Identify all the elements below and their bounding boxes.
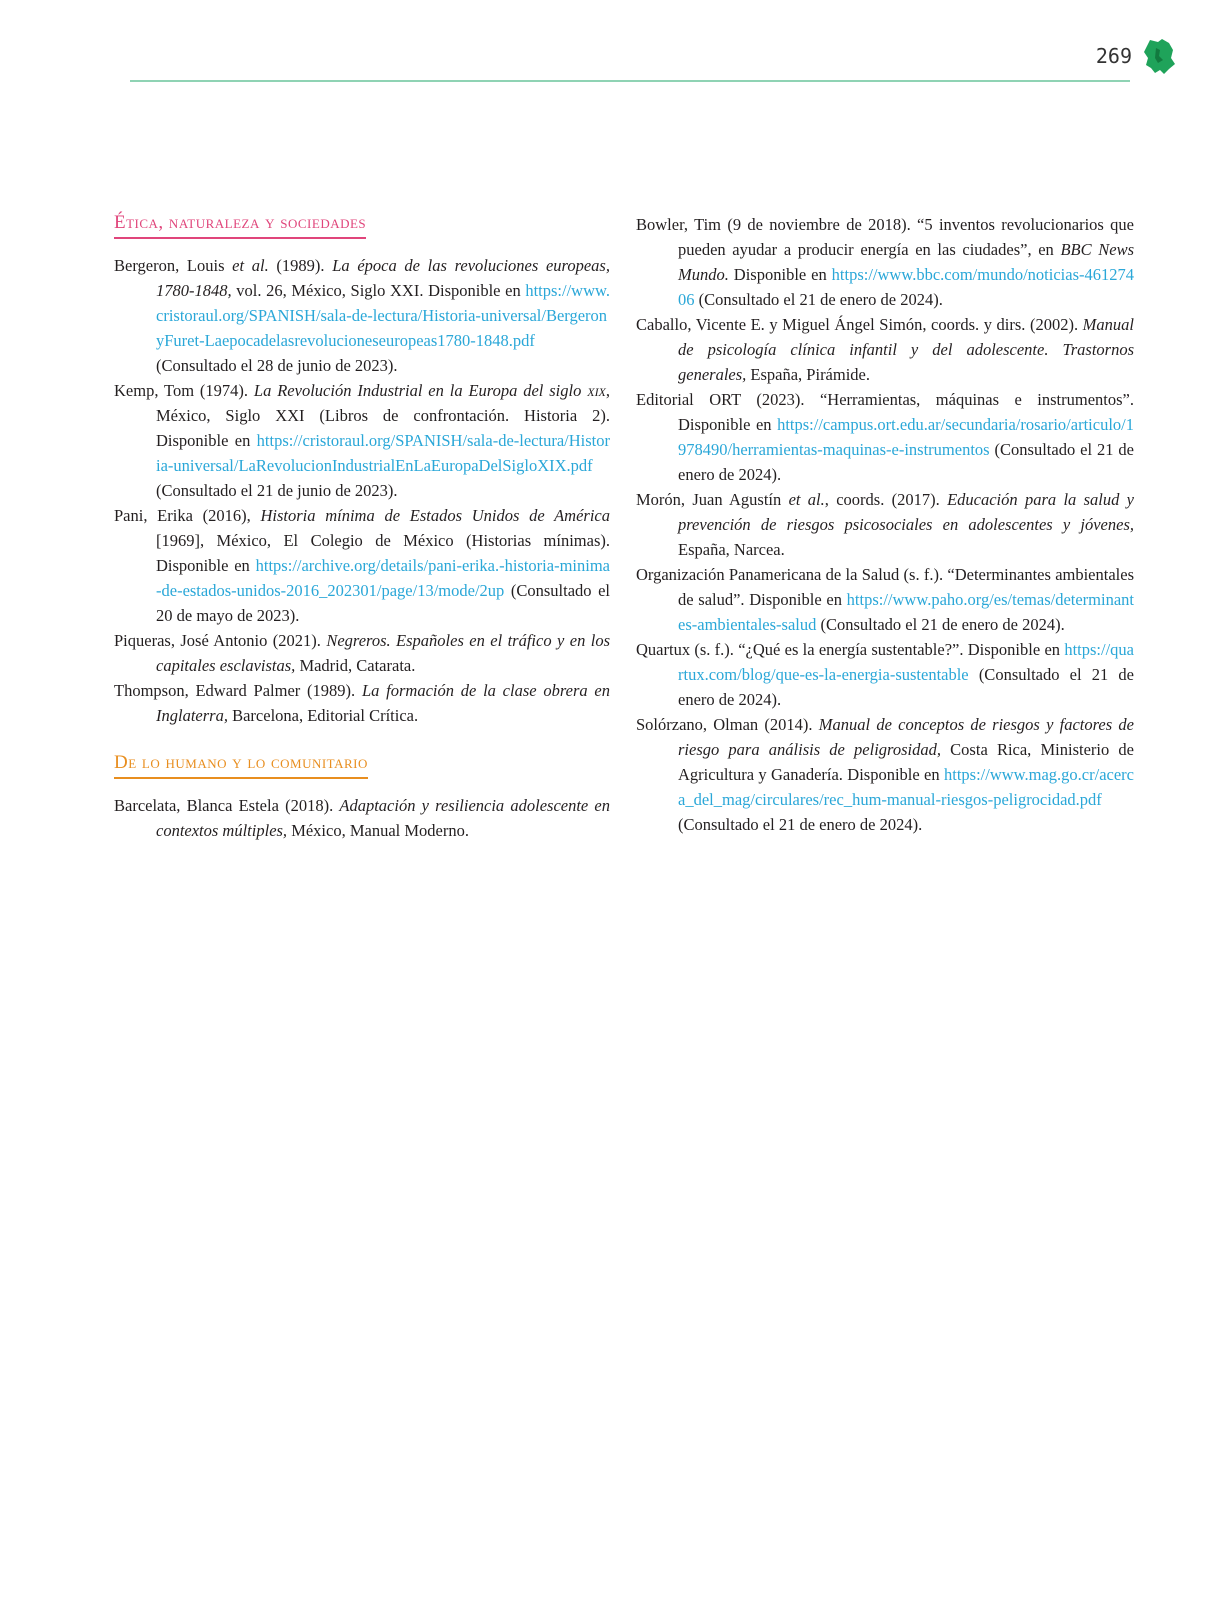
reference-link[interactable]: https://www.mag.go.cr/acerca_del_mag/circulares/rec_hum-manual-riesgos-peligrocidad.pdf — [678, 765, 1134, 809]
reference-link[interactable]: https://quartux.com/blog/que-es-la-energia-sustentable — [678, 640, 1134, 684]
header-rule — [130, 80, 1130, 82]
reference-link[interactable]: https://cristoraul.org/SPANISH/sala-de-lectura/Historia-universal/LaRevolucionIndustrialEnLaEuropaDelSigloXIX.pdf — [156, 431, 610, 475]
reference-entry: Quartux (s. f.). “¿Qué es la energía sustentable?”. Disponible en https://quartux.com/blog/que-es-la-energia-sustentable (Consultado el 21 de enero de 2024). — [636, 640, 1134, 709]
map-logo-icon — [1142, 38, 1176, 76]
reference-entry: Piqueras, José Antonio (2021). Negreros. Españoles en el tráfico y en los capitales esclavistas, Madrid, Catarata. — [114, 631, 610, 675]
reference-entry: Morón, Juan Agustín et al., coords. (2017). Educación para la salud y prevención de riesgos psicosociales en adolescentes y jóvenes, España, Narcea. — [636, 490, 1134, 559]
reference-entry: Organización Panamericana de la Salud (s. f.). “Determinantes ambientales de salud”. Disponible en https://www.paho.org/es/temas/determinantes-ambientales-salud (Consultado el 21 de enero de 2024). — [636, 565, 1134, 634]
reference-link[interactable]: https://www.paho.org/es/temas/determinantes-ambientales-salud — [678, 590, 1134, 634]
reference-entry: Kemp, Tom (1974). La Revolución Industrial en la Europa del siglo xix, México, Siglo XXI (Libros de confrontación. Historia 2). Disponible en https://cristoraul.org/SPANISH/sala-de-lectura/Historia-universal/LaRevolucionIndustrialEnLaEuropaDelSigloXIX.pdf (Consultado el 21 de junio de 2023). — [114, 381, 611, 500]
reference-entry: Solórzano, Olman (2014). Manual de conceptos de riesgos y factores de riesgo para análisis de peligrosidad, Costa Rica, Ministerio de Agricultura y Ganadería. Disponible en https://www.mag.go.cr/acerca_del_mag/circulares/rec_hum-manual-riesgos-peligrocidad.pdf (Consultado el 21 de enero de 2024). — [636, 715, 1134, 834]
section-title-humano: De lo humano y lo comunitario — [114, 752, 368, 779]
reference-entry: Thompson, Edward Palmer (1989). La formación de la clase obrera en Inglaterra, Barcelona, Editorial Crítica. — [114, 681, 610, 725]
reference-entry: Pani, Erika (2016), Historia mínima de Estados Unidos de América [1969], México, El Colegio de México (Historias mínimas). Disponible en https://archive.org/details/pani-erika.-historia-minima-de-estados-unidos-2016_202301/page/13/mode/2up (Consultado el 20 de mayo de 2023). — [114, 506, 611, 625]
reference-entry: Bowler, Tim (9 de noviembre de 2018). “5 inventos revolucionarios que pueden ayudar a producir energía en las ciudades”, en BBC News Mundo. Disponible en https://www.bbc.com/mundo/noticias-46127406 (Consultado el 21 de enero de 2024). — [636, 215, 1134, 309]
left-column — [114, 212, 610, 843]
reference-entry: Barcelata, Blanca Estela (2018). Adaptación y resiliencia adolescente en contextos múltiples, México, Manual Moderno. — [114, 796, 611, 840]
reference-link[interactable]: https://www.cristoraul.org/SPANISH/sala-de-lectura/Historia-universal/BergeronyFuret-Laepocadelasrevolucioneseuropeas1780-1848.pdf — [156, 281, 610, 350]
reference-entry: Editorial ORT (2023). “Herramientas, máquinas e instrumentos”. Disponible en https://campus.ort.edu.ar/secundaria/rosario/articulo/1978490/herramientas-maquinas-e-instrumentos (Consultado el 21 de enero de 2024). — [636, 390, 1134, 484]
section-title-etica: Ética, naturaleza y sociedades — [114, 212, 366, 239]
right-column — [636, 212, 1134, 837]
page-number: 269 — [1095, 44, 1132, 68]
reference-entry: Caballo, Vicente E. y Miguel Ángel Simón, coords. y dirs. (2002). Manual de psicología clínica infantil y del adolescente. Trastornos generales, España, Pirámide. — [636, 315, 1134, 384]
reference-link[interactable]: https://archive.org/details/pani-erika.-historia-minima-de-estados-unidos-2016_202301/page/13/mode/2up — [156, 556, 610, 600]
reference-link[interactable]: https://www.bbc.com/mundo/noticias-46127406 — [678, 265, 1134, 309]
reference-entry: Bergeron, Louis et al. (1989). La época de las revoluciones europeas, 1780-1848, vol. 26, México, Siglo XXI. Disponible en https://www.cristoraul.org/SPANISH/sala-de-lectura/Historia-universal/BergeronyFuret-Laepocadelasrevolucioneseuropeas1780-1848.pdf (Consultado el 28 de junio de 2023). — [114, 256, 610, 375]
reference-link[interactable]: https://campus.ort.edu.ar/secundaria/rosario/articulo/1978490/herramientas-maquinas-e-instrumentos — [678, 415, 1134, 459]
